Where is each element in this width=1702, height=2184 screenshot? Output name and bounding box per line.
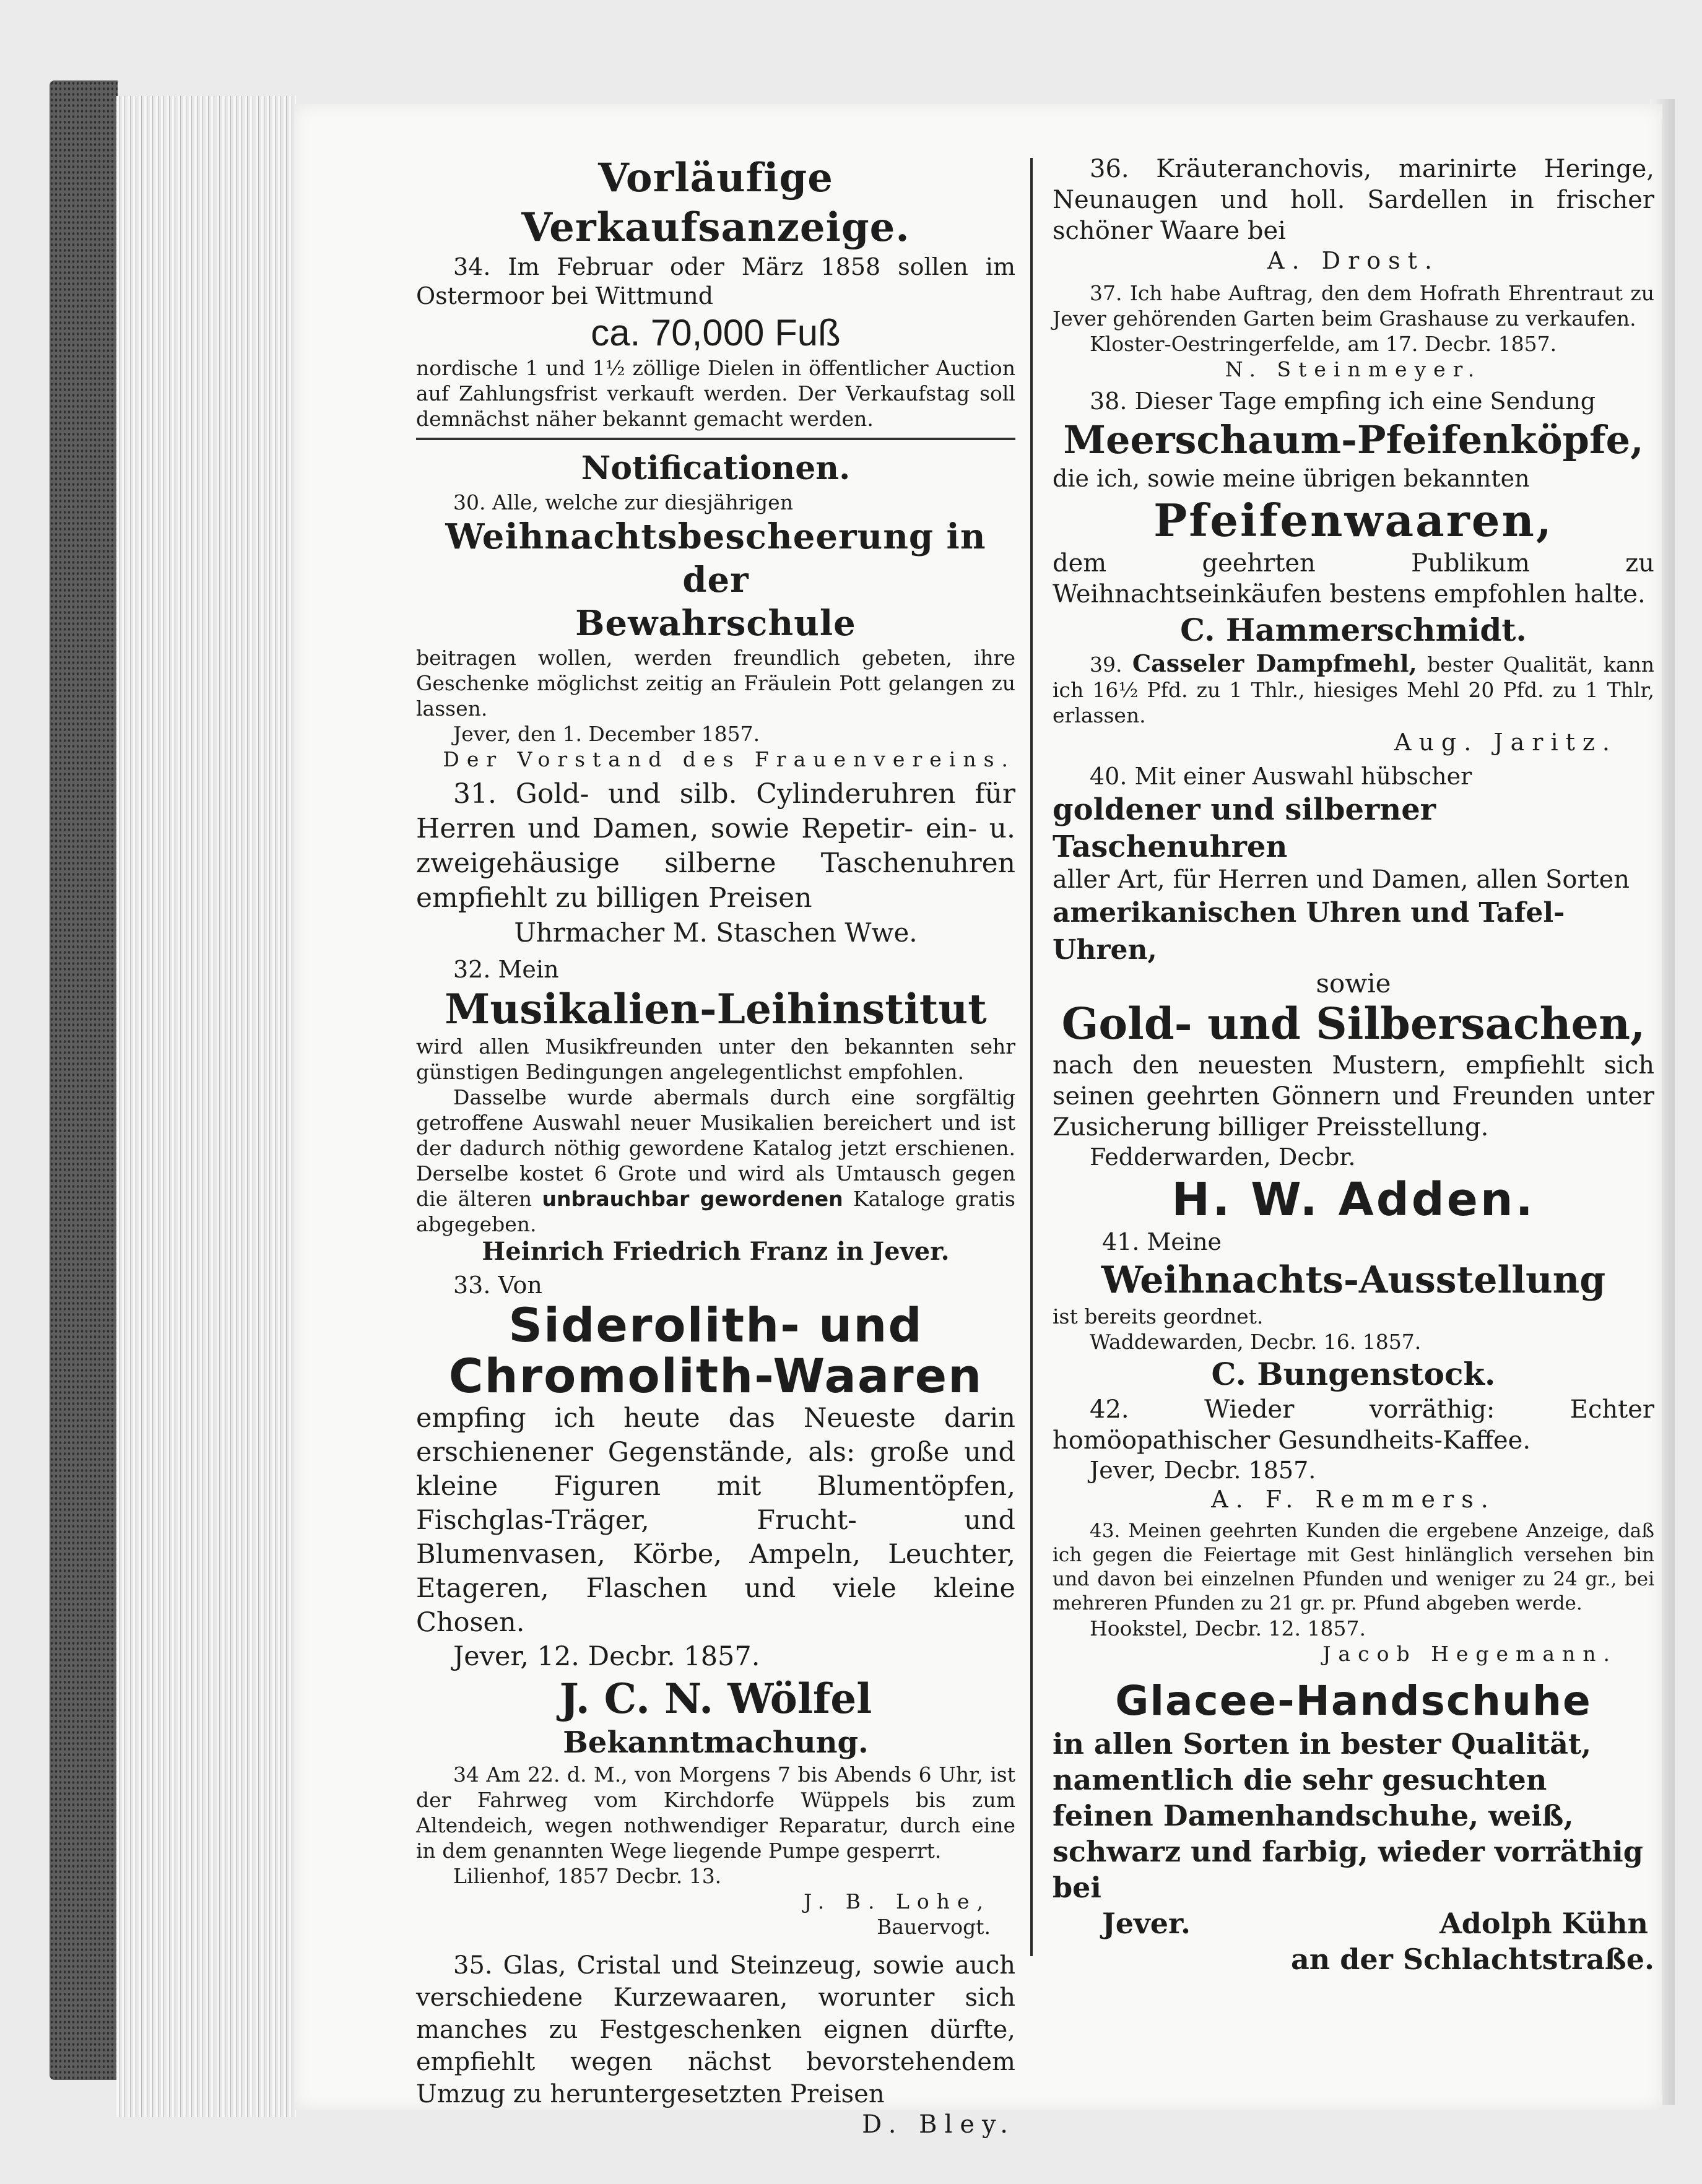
- notice-42-signature: A. F. Remmers.: [1211, 1486, 1496, 1513]
- notice-34-intro: 34. Im Februar oder März 1858 sollen im Ostermoor bei Wittmund: [416, 253, 1015, 310]
- bekanntmachung-body: 34 Am 22. d. M., von Morgens 7 bis Abends 6 Uhr, ist der Fahrweg vom Kirchdorfe Wüppels bis zum Altendeich, wegen nothwendiger Reparatur, durch eine in dem genannten Wege liegende Pumpe gesperrt.: [416, 1762, 1015, 1863]
- notice-41-signature: C. Bungenstock.: [1211, 1356, 1496, 1392]
- notice-34-body: nordische 1 und 1½ zöllige Dielen in öffentlicher Auction auf Zahlungsfrist verkauft werden. Der Verkaufstag soll demnächst näher bekannt gemacht werden.: [416, 356, 1015, 431]
- notice-30-signature: Der Vorstand des Frauenvereins.: [443, 747, 1015, 771]
- notice-42-date: Jever, Decbr. 1857.: [1090, 1457, 1316, 1484]
- notice-31-signature: Uhrmacher M. Staschen Wwe.: [514, 917, 918, 948]
- notice-36-signature: A. Drost.: [1267, 247, 1439, 274]
- glacee-address: an der Schlachtstraße.: [1290, 1943, 1654, 1976]
- left-column: [416, 154, 1015, 2139]
- glacee-place: Jever.: [1102, 1907, 1191, 1940]
- notice-40-intro: 40. Mit einer Auswahl hübscher: [1090, 763, 1472, 790]
- notice-35-body: 35. Glas, Cristal und Steinzeug, sowie auch verschiedene Kurzewaaren, worunter sich manches zu Festgeschenken eignen dürfte, empfiehlt wegen nächst bevorstehendem Umzug zu heruntergesetzten Preisen: [416, 1951, 1015, 2108]
- notice-40-signature: H. W. Adden.: [1171, 1173, 1535, 1226]
- notice-40-date: Fedderwarden, Decbr.: [1090, 1143, 1356, 1171]
- notice-41-title: Weihnachts-Ausstellung: [1101, 1259, 1606, 1302]
- notice-32-p1: wird allen Musikfreunden unter den bekannten sehr günstigen Bedingungen angelegentlichst empfohlen.: [416, 1034, 1015, 1084]
- notice-33-title-2: Chromolith-Waaren: [448, 1348, 983, 1403]
- notice-32-p2: Dasselbe wurde abermals durch eine sorgfältig getroffene Auswahl neuer Musikalien bereichert und ist der dadurch nöthig gewordene Katalog jetzt erschienen. Derselbe kostet 6 Grote und wird als Umtausch gegen die älteren unbrauchbar gewordenen Kataloge gratis abgegeben.: [416, 1085, 1015, 1236]
- notice-32-bold: unbrauchbar gewordenen: [542, 1187, 843, 1211]
- notice-32-intro: 32. Mein: [453, 956, 559, 983]
- notice-38-signature: C. Hammerschmidt.: [1180, 612, 1527, 648]
- notice-30-title-2: Bewahrschule: [575, 603, 856, 644]
- notice-31-body: 31. Gold- und silb. Cylinderuhren für Herren und Damen, sowie Repetir- ein- u. zweigehäusige silberne Taschenuhren empfiehlt zu billigen Preisen: [416, 778, 1015, 914]
- notice-36-body: 36. Kräuteranchovis, marinirte Heringe, Neunaugen und holl. Sardellen in frischer schöner Waare bei: [1053, 155, 1654, 245]
- notice-35-signature: D. Bley.: [862, 2110, 1015, 2139]
- notice-43-date: Hookstel, Decbr. 12. 1857.: [1090, 1616, 1366, 1640]
- bekanntmachung-role: Bauervogt.: [877, 1915, 991, 1939]
- notice-33-date: Jever, 12. Decbr. 1857.: [453, 1641, 760, 1672]
- notice-30-body: beitragen wollen, werden freundlich gebeten, ihre Geschenke möglichst zeitig an Fräulein Pott gelangen zu lassen.: [416, 646, 1015, 721]
- notice-33-intro: 33. Von: [453, 1272, 542, 1299]
- glacee-title: Glacee-Handschuhe: [1115, 1677, 1592, 1725]
- notice-38-body: dem geehrten Publikum zu Weihnachtseinkäufen bestens empfohlen halte.: [1053, 549, 1654, 609]
- notice-43-body: 43. Meinen geehrten Kunden die ergebene Anzeige, daß ich gegen die Feiertage mit Gest hinlänglich versehen bin und davon bei einzelnen Pfunden und weniger zu 24 gr., bei mehreren Pfunden zu 21 gr. pr. Pfund abgeben werde.: [1053, 1520, 1654, 1614]
- glacee-footer: [1053, 1905, 1654, 1941]
- notice-41-body: ist bereits geordnet.: [1053, 1304, 1264, 1328]
- notificationen-title: Notificationen.: [581, 449, 851, 487]
- notice-40-sowie: sowie: [1316, 968, 1391, 999]
- notice-38-title-2: Pfeifenwaaren,: [1153, 494, 1553, 547]
- notice-43-signature: Jacob Hegemann.: [1322, 1642, 1617, 1666]
- glacee-signature: Adolph Kühn: [1439, 1907, 1648, 1940]
- glacee-body: in allen Sorten in bester Qualität, namentlich die sehr gesuchten feinen Damenhandschuhe, weiß, schwarz und farbig, wieder vorräthig bei: [1053, 1727, 1643, 1904]
- notice-38-title: Meerschaum-Pfeifenköpfe,: [1063, 417, 1644, 462]
- notice-39-body: 39. Casseler Dampfmehl, bester Qualität, kann ich 16½ Pfd. zu 1 Thlr., hiesiges Mehl 20 Pfd. zu 1 Thlr, erlassen.: [1053, 649, 1654, 727]
- notice-33-body: empfing ich heute das Neueste darin erschienener Gegenstände, als: große und kleine Figuren mit Blumentöpfen, Fischglas-Träger, Frucht- und Blumenvasen, Körbe, Ampeln, Leuchter, Etageren, Flaschen und viele kleine Chosen.: [416, 1403, 1015, 1638]
- notice-39-signature: Aug. Jaritz.: [1394, 729, 1617, 756]
- notice-30-intro: 30. Alle, welche zur diesjährigen: [453, 490, 793, 514]
- bekanntmachung-title: Bekanntmachung.: [563, 1725, 869, 1760]
- notice-40-title-2: amerikanischen Uhren und Tafel-Uhren,: [1053, 897, 1565, 966]
- notice-42-body: 42. Wieder vorräthig: Echter homöopathischer Gesundheits-Kaffee.: [1053, 1395, 1654, 1455]
- notice-41-date: Waddewarden, Decbr. 16. 1857.: [1090, 1330, 1422, 1354]
- section-rule: [416, 438, 1015, 440]
- notice-37-date: Kloster-Oestringerfelde, am 17. Decbr. 1857.: [1090, 332, 1557, 356]
- bekanntmachung-signature: J. B. Lohe,: [804, 1889, 991, 1913]
- bekanntmachung-date: Lilienhof, 1857 Decbr. 13.: [453, 1864, 722, 1888]
- notice-40-mid: aller Art, für Herren und Damen, allen Sorten: [1053, 865, 1630, 894]
- notice-40-title-1: goldener und silberner Taschenuhren: [1053, 792, 1436, 864]
- book-cover-edge: [50, 80, 118, 2080]
- notice-33-signature: J. C. N. Wölfel: [559, 1675, 872, 1723]
- notice-40-title-3: Gold- und Silbersachen,: [1061, 998, 1646, 1049]
- notice-34-amount: ca. 70,000 Fuß: [591, 312, 841, 353]
- notice-37-body: 37. Ich habe Auftrag, den dem Hofrath Ehrentraut zu Jever gehörenden Garten beim Grashause zu verkaufen.: [1053, 281, 1654, 331]
- notice-33-title-1: Siderolith- und: [508, 1298, 923, 1353]
- page-stack-edges: [116, 96, 296, 2117]
- notice-40-body: nach den neuesten Mustern, empfiehlt sich seinen geehrten Gönnern und Freunden unter Zusicherung billiger Preisstellung.: [1053, 1051, 1654, 1142]
- notice-41-intro: 41. Meine: [1102, 1228, 1222, 1255]
- notice-30-date: Jever, den 1. December 1857.: [453, 722, 760, 746]
- notice-32-title: Musikalien-Leihinstitut: [445, 985, 987, 1033]
- notice-30-title-1: Weihnachtsbescheerung in der: [445, 516, 986, 600]
- column-divider: [1030, 158, 1033, 1956]
- notice-38-mid: die ich, sowie meine übrigen bekannten: [1053, 465, 1530, 492]
- notice-37-signature: N. Steinmeyer.: [1225, 357, 1482, 381]
- notice-32-signature: Heinrich Friedrich Franz in Jever.: [482, 1237, 950, 1266]
- vorlaeufige-title: Vorläufige Verkaufsanzeige.: [521, 155, 910, 251]
- right-column: [1053, 154, 1654, 1977]
- notice-38-intro: 38. Dieser Tage empfing ich eine Sendung: [1090, 388, 1596, 415]
